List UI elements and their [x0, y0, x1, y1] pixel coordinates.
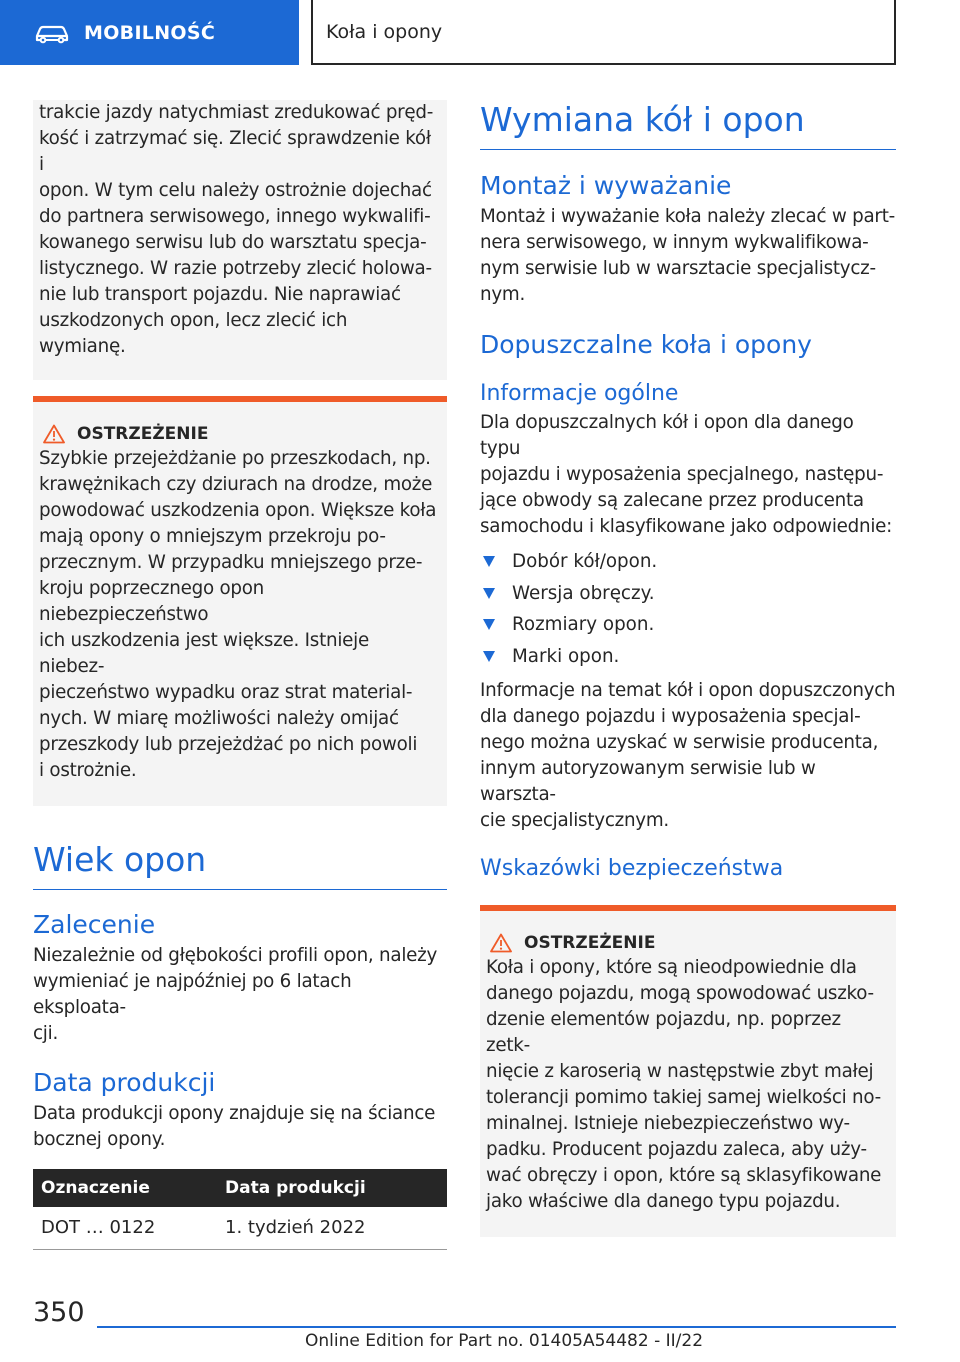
- footer-divider: [97, 1326, 896, 1328]
- paragraph-production-date: Data produkcji opony znajduje się na ściance bocznej opony.: [33, 1103, 436, 1150]
- list-item: [480, 546, 896, 578]
- heading-general-info: Informacje ogólne: [480, 381, 679, 406]
- list-item: [480, 641, 896, 673]
- car-icon: [34, 21, 70, 45]
- edition-note: Online Edition for Part no. 01405A54482 - II/22: [305, 1331, 704, 1351]
- table-cell: DOT … 0122: [33, 1207, 217, 1249]
- heading-wheel-change: Wymiana kół i opon: [480, 100, 896, 150]
- table-row: [33, 1207, 447, 1249]
- section-tab: [0, 0, 299, 65]
- page-number: 350: [33, 1297, 85, 1328]
- paragraph-info-permitted: Informacje na temat kół i opon dopuszczonych dla danego pojazdu i wyposażenia specjal- nego można uzyskać w serwisie producenta, innym autoryzowanym serwisie lub w warszta- cie specjalistycznym.: [480, 680, 896, 831]
- list-item-text: Rozmiary opon.: [512, 614, 655, 636]
- warning-text: Szybkie przejeżdżanie po przeszkodach, np. krawężnikach czy dziurach na drodze, może powodować uszkodzenia opon. Większe koła mają opony o mniejszym przekroju po- przecznym. W przypadku mniejszego prze- kroju poprzecznego opon niebezpieczeństwo ich uszkodzenia jest większe. Istnieje niebez- pieczeństwo wypadku oraz strat material- nych. W miarę możliwości należy omijać przeszkody lub przejeżdżać po nich powoli i ostrożnie.: [39, 448, 437, 781]
- warning-header: [486, 933, 886, 953]
- continued-text-box: trakcie jazdy natychmiast zredukować pręd- kość i zatrzymać się. Zlecić sprawdzenie kół i opon. W tym celu należy ostrożnie dojechać do partnera serwisowego, innego wykwalifi- kowanego serwisu lub do warsztatu specja- listycznego. W razie potrzeby zlecić holowa- nie lub transport pojazdu. Nie naprawiać uszkodzonych opon, lecz zlecić ich wymianę.: [33, 100, 447, 380]
- heading-mounting: Montaż i wyważanie: [480, 171, 732, 200]
- list-item-text: Wersja obręczy.: [512, 582, 655, 604]
- warning-triangle-icon: [490, 933, 512, 953]
- warning-text: Koła i opony, które są nieodpowiednie dla danego pojazdu, mogą spowodować uszko- dzenie elementów pojazdu, np. poprzez zetk- nięcie z karoserią w następstwie zbyt małej tolerancji pomimo takiej samej wielkości no- minalnej. Istnieje niebezpieczeństwo wy- padku. Producent pojazdu zaleca, aby uży- wać obręczy i opon, które są sklasyfikowane jako właściwe dla danego typu pojazdu.: [486, 957, 882, 1212]
- bullet-triangle-icon: [483, 619, 495, 630]
- paragraph-recommendation: Niezależnie od głębokości profili opon, należy wymieniać je najpóźniej po 6 latach eksploata- cji.: [33, 945, 438, 1044]
- table-cell: 1. tydzień 2022: [217, 1207, 447, 1249]
- heading-permitted-wheels: Dopuszczalne koła i opony: [480, 330, 812, 359]
- left-column: [33, 100, 447, 1250]
- heading-tire-age: Wiek opon: [33, 840, 447, 890]
- heading-safety-notes: Wskazówki bezpieczeństwa: [480, 856, 784, 881]
- warning-title: OSTRZEŻENIE: [77, 424, 209, 444]
- table-header-row: [33, 1169, 447, 1207]
- production-date-table: [33, 1169, 447, 1250]
- table-header: Data produkcji: [217, 1169, 447, 1207]
- list-item-text: Dobór kół/opon.: [512, 551, 658, 573]
- warning-header: [39, 424, 437, 444]
- bullet-triangle-icon: [483, 588, 495, 599]
- heading-production-date: Data produkcji: [33, 1068, 216, 1097]
- paragraph-general-info: Dla dopuszczalnych kół i opon dla danego typu pojazdu i wyposażenia specjalnego, następu- jące obwody są zalecane przez producenta samochodu i klasyfikowane jako odpowiednie:: [480, 412, 893, 537]
- warning-box: [480, 905, 896, 1237]
- heading-recommendation: Zalecenie: [33, 910, 156, 939]
- bullet-triangle-icon: [483, 651, 495, 662]
- warning-title: OSTRZEŻENIE: [524, 933, 656, 953]
- list-item: [480, 609, 896, 641]
- list-item: [480, 578, 896, 610]
- table-header: Oznaczenie: [33, 1169, 217, 1207]
- paragraph-mounting: Montaż i wyważanie koła należy zlecać w part- nera serwisowego, w innym wykwalifikowa- nym serwisie lub w warsztacie specjalistycz- nym.: [480, 206, 895, 305]
- right-column: [480, 100, 896, 1237]
- section-title: MOBILNOŚĆ: [84, 21, 216, 44]
- chapter-title: Koła i opony: [326, 20, 443, 43]
- list-item-text: Marki opon.: [512, 645, 620, 667]
- bullet-triangle-icon: [483, 556, 495, 567]
- warning-triangle-icon: [43, 424, 65, 444]
- warning-box: [33, 396, 447, 806]
- chapter-title-box: [311, 0, 896, 65]
- recommended-list: [480, 546, 896, 672]
